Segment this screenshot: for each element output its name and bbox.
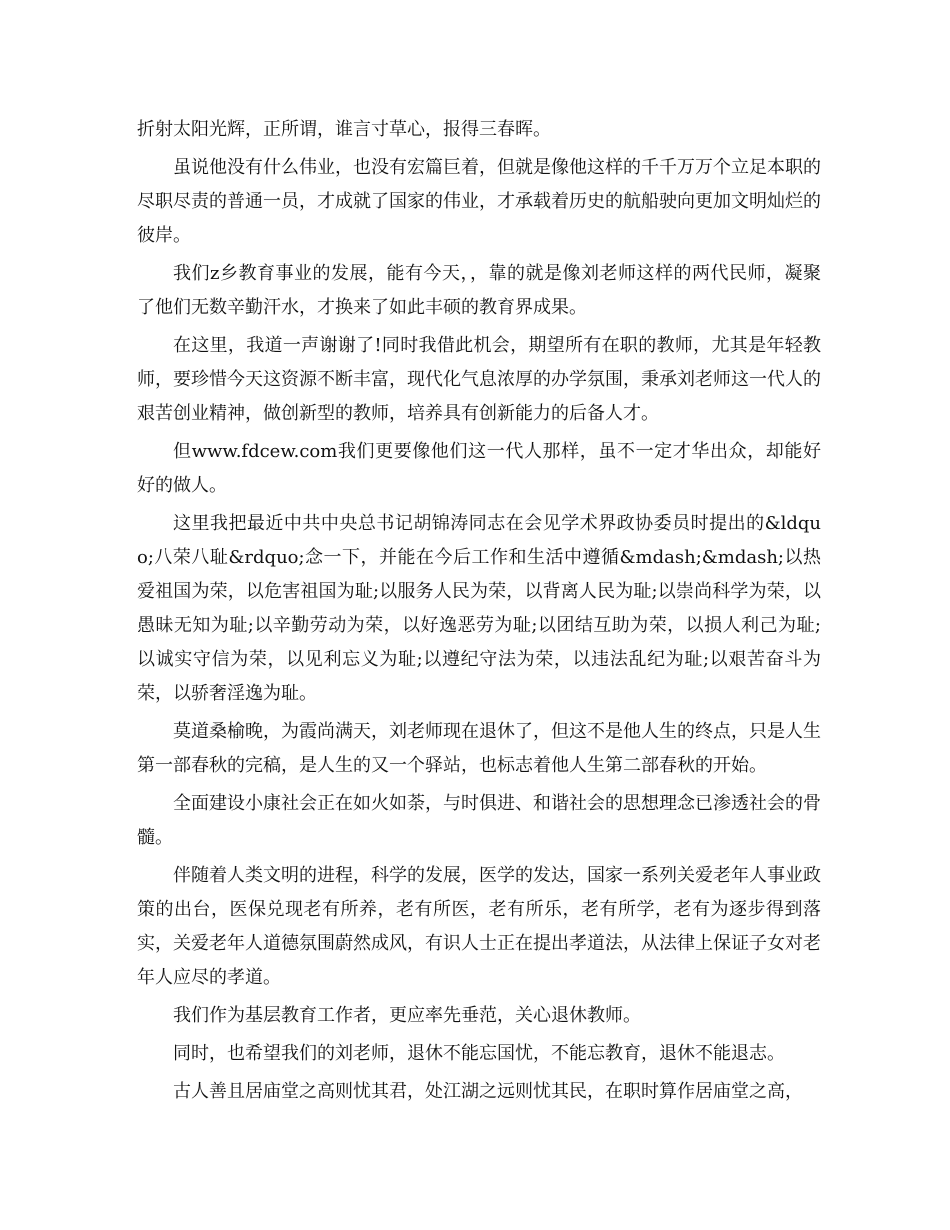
paragraph-7: 莫道桑榆晚，为霞尚满天，刘老师现在退休了，但这不是他人生的终点，只是人生第一部春秋的完稿，是人生的又一个驿站，也标志着他人生第二部春秋的开始。: [137, 721, 821, 776]
paragraph-2: 虽说他没有什么伟业，也没有宏篇巨着，但就是像他这样的千千万万个立足本职的尽职尽责的普通一员，才成就了国家的伟业，才承载着历史的航船驶向更加文明灿烂的彼岸。: [137, 157, 821, 246]
document-body: [137, 113, 821, 1113]
paragraph-3: 我们z乡教育事业的发展，能有今天，，靠的就是像刘老师这样的两代民师，凝聚了他们无数辛勤汗水，才换来了如此丰硕的教育界成果。: [137, 263, 821, 318]
paragraph-1: 折射太阳光辉，正所谓，谁言寸草心，报得三春晖。: [137, 119, 551, 140]
paragraph-9: 伴随着人类文明的进程，科学的发展，医学的发达，国家一系列关爱老年人事业政策的出台，医保兑现老有所养，老有所医，老有所乐，老有所学，老有为逐步得到落实，关爱老年人道德氛围蔚然成风，有识人士正在提出孝道法，从法律上保证子女对老年人应尽的孝道。: [137, 865, 821, 988]
paragraph-4: 在这里，我道一声谢谢了!同时我借此机会，期望所有在职的教师，尤其是年轻教师，要珍惜今天这资源不断丰富，现代化气息浓厚的办学氛围，秉承刘老师这一代人的艰苦创业精神，做创新型的教师，培养具有创新能力的后备人才。: [137, 335, 821, 424]
paragraph-5: 但www.fdcew.com我们更要像他们这一代人那样，虽不一定才华出众，却能好好的做人。: [137, 441, 821, 496]
paragraph-6: 这里我把最近中共中央总书记胡锦涛同志在会见学术界政协委员时提出的&ldquo;八荣八耻&rdquo;念一下，并能在今后工作和生活中遵循&mdash;&mdash;以热爱祖国为荣，以危害祖国为耻;以服务人民为荣，以背离人民为耻;以崇尚科学为荣，以愚昧无知为耻;以辛勤劳动为荣，以好逸恶劳为耻;以团结互助为荣，以损人利己为耻;以诚实守信为荣，以见利忘义为耻;以遵纪守法为荣，以违法乱纪为耻;以艰苦奋斗为荣，以骄奢淫逸为耻。: [137, 513, 821, 704]
paragraph-10: 我们作为基层教育工作者，更应率先垂范，关心退休教师。: [173, 1005, 641, 1026]
paragraph-11: 同时，也希望我们的刘老师，退休不能忘国忧，不能忘教育，退休不能退志。: [173, 1043, 785, 1064]
paragraph-12: 古人善且居庙堂之高则忧其君，处江湖之远则忧其民，在职时算作居庙堂之高，: [173, 1081, 803, 1102]
paragraph-8: 全面建设小康社会正在如火如荼，与时俱进、和谐社会的思想理念已渗透社会的骨髓。: [137, 793, 821, 848]
